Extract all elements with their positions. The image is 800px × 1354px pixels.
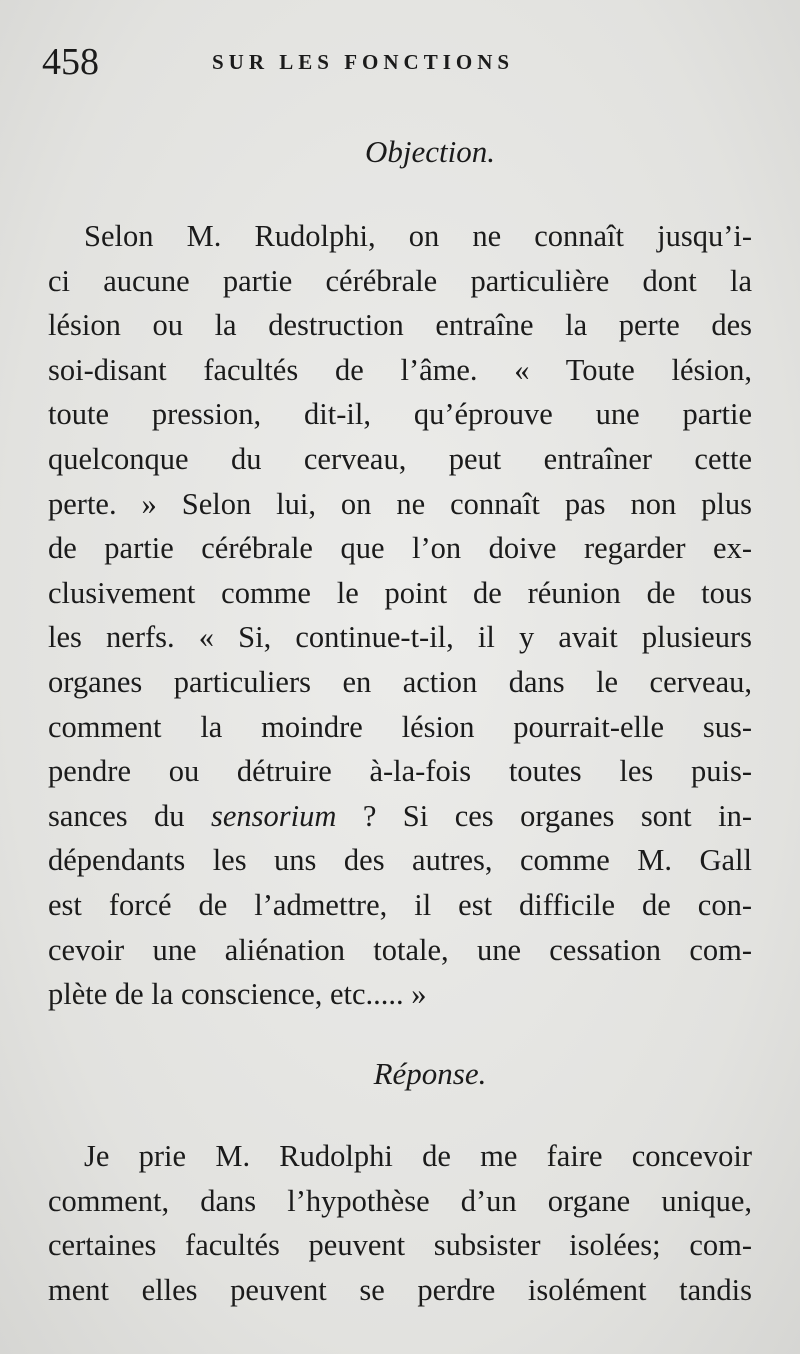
text-line: [48, 794, 752, 839]
running-head: [42, 40, 760, 90]
text-line: est forcé de l’admettre, il est difficile de con-: [48, 887, 752, 922]
italic-term: sensorium: [210, 798, 337, 833]
running-title: SUR LES FONCTIONS: [212, 50, 515, 74]
text-line: ci aucune partie cérébrale particulière dont la: [48, 263, 752, 298]
text-line: organes particuliers en action dans le cerveau,: [48, 664, 752, 699]
text-line: certaines facultés peuvent subsister isolées; com-: [48, 1228, 752, 1263]
text-line: quelconque du cerveau, peut entraîner cette: [48, 441, 752, 476]
text-line: cevoir une aliénation totale, une cessation com-: [48, 932, 752, 967]
text-line: pendre ou détruire à-la-fois toutes les puis-: [48, 754, 752, 789]
text-line: plète de la conscience, etc..... »: [48, 977, 427, 1012]
text-line: dépendants les uns des autres, comme M. Gall: [48, 843, 752, 878]
text-line: Je prie M. Rudolphi de me faire concevoir: [84, 1139, 752, 1173]
text-line: clusivement comme le point de réunion de tous: [48, 575, 752, 610]
text-line: de partie cérébrale que l’on doive regarder ex-: [48, 531, 752, 566]
objection-paragraph: [48, 214, 752, 1017]
text-line: perte. » Selon lui, on ne connaît pas non plus: [48, 486, 752, 521]
text-line: soi-disant facultés de l’âme. « Toute lésion,: [48, 352, 752, 387]
objection-heading: Objection.: [365, 134, 495, 169]
text-line: lésion ou la destruction entraîne la perte des: [48, 308, 752, 343]
reponse-paragraph: [48, 1134, 752, 1312]
text-segment: sances du: [48, 798, 211, 833]
page-number: 458: [42, 41, 99, 83]
text-line: Selon M. Rudolphi, on ne connaît jusqu’i-: [84, 219, 752, 253]
text-line: les nerfs. « Si, continue-t-il, il y avait plusieurs: [48, 620, 752, 655]
text-line: toute pression, dit-il, qu’éprouve une partie: [48, 397, 752, 432]
text-line: comment, dans l’hypothèse d’un organe unique,: [48, 1183, 752, 1218]
text-line: comment la moindre lésion pourrait-elle sus-: [48, 709, 752, 744]
text-line: ment elles peuvent se perdre isolément tandis: [48, 1272, 752, 1307]
text-segment: ? Si ces organes sont in-: [336, 798, 752, 833]
reponse-heading: Réponse.: [373, 1056, 487, 1091]
